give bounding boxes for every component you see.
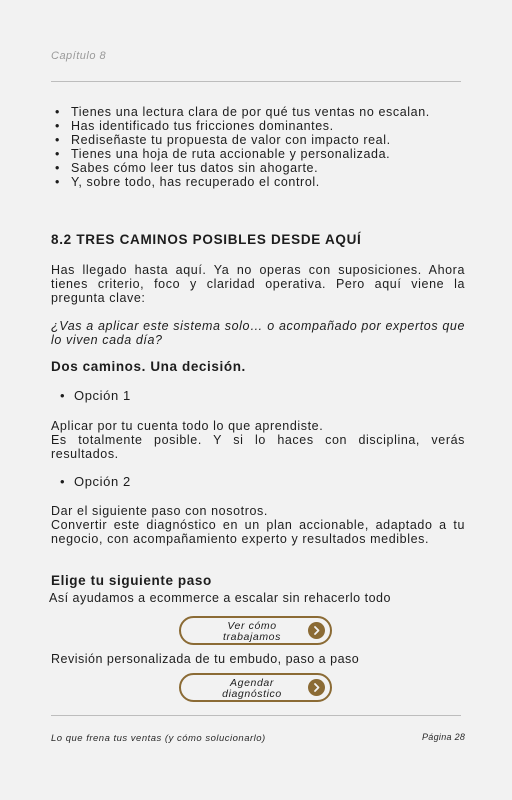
decision-subtitle: Dos caminos. Una decisión.	[51, 359, 246, 374]
option-2-heading	[60, 474, 131, 489]
list-item: • Has identificado tus fricciones dominantes.	[71, 119, 485, 133]
funnel-review-text: Revisión personalizada de tu embudo, paso a paso	[51, 652, 360, 666]
option-1-label: Opción 1	[74, 388, 131, 403]
page-number: Página 28	[422, 732, 466, 742]
button-label-line2: trabajamos	[223, 631, 281, 643]
ver-como-trabajamos-button[interactable]	[179, 616, 332, 645]
cta-title: Elige tu siguiente paso	[51, 573, 212, 588]
list-item: • Rediseñaste tu propuesta de valor con impacto real.	[71, 133, 485, 147]
list-item: • Tienes una lectura clara de por qué tus ventas no escalan.	[71, 105, 485, 119]
bullet-icon: •	[60, 388, 66, 403]
option-2-label: Opción 2	[74, 474, 131, 489]
chevron-right-icon	[308, 622, 325, 639]
button-label-line1: Ver cómo	[227, 620, 277, 632]
button-label-line1: Agendar	[230, 677, 274, 689]
list-item: • Y, sobre todo, has recuperado el control.	[71, 175, 485, 189]
section-title: 8.2 TRES CAMINOS POSIBLES DESDE AQUÍ	[51, 232, 362, 247]
footer-divider	[51, 715, 461, 716]
option-1-line1: Aplicar por tu cuenta todo lo que aprendiste.	[51, 419, 324, 433]
button-label	[191, 621, 313, 643]
achievements-list	[51, 105, 485, 189]
button-label-line2: diagnóstico	[222, 688, 282, 700]
option-1-line2: Es totalmente posible. Y si lo haces con disciplina, verás resultados.	[51, 433, 465, 461]
chapter-header: Capítulo 8	[51, 50, 107, 62]
bullet-icon: •	[60, 474, 66, 489]
intro-paragraph: Has llegado hasta aquí. Ya no operas con suposiciones. Ahora tienes criterio, foco y claridad operativa. Pero aquí viene la pregunta clave:	[51, 263, 465, 305]
option-2-line1: Dar el siguiente paso con nosotros.	[51, 504, 268, 518]
cta-subtitle: Así ayudamos a ecommerce a escalar sin rehacerlo todo	[49, 591, 391, 605]
option-1-heading	[60, 388, 131, 403]
footer-book-title: Lo que frena tus ventas (y cómo solucionarlo)	[51, 733, 266, 744]
agendar-diagnostico-button[interactable]	[179, 673, 332, 702]
header-divider	[51, 81, 461, 82]
list-item: • Sabes cómo leer tus datos sin ahogarte.	[71, 161, 485, 175]
chevron-right-icon	[308, 679, 325, 696]
option-1-text	[51, 419, 465, 461]
option-2-text	[51, 504, 465, 546]
option-2-line2: Convertir este diagnóstico en un plan accionable, adaptado a tu negocio, con acompañamiento experto y resultados medibles.	[51, 518, 465, 546]
list-item: • Tienes una hoja de ruta accionable y personalizada.	[71, 147, 485, 161]
key-question: ¿Vas a aplicar este sistema solo… o acompañado por expertos que lo viven cada día?	[51, 319, 465, 347]
button-label	[191, 678, 313, 700]
